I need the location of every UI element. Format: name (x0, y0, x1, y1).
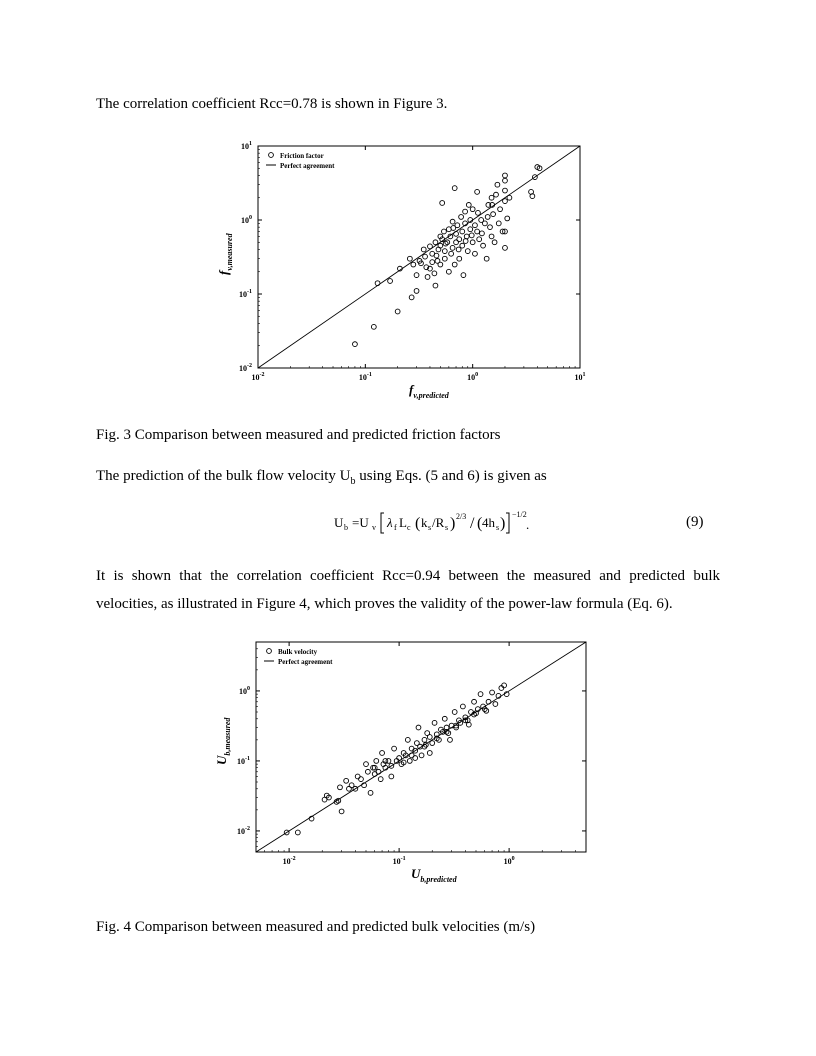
data-point (411, 262, 416, 267)
data-point (473, 251, 478, 256)
data-point (452, 262, 457, 267)
data-point (378, 777, 383, 782)
data-point (364, 762, 369, 767)
data-point (451, 226, 456, 231)
data-point (495, 182, 500, 187)
figure-4-chart (214, 634, 602, 890)
svg-text:/R: /R (432, 515, 445, 530)
data-point (430, 260, 435, 265)
y-axis-label: $U_{b,measured}$ (214, 717, 232, 765)
svg-text:(: ( (415, 515, 421, 532)
data-point (484, 256, 489, 261)
data-point (466, 202, 471, 207)
data-point (355, 774, 360, 779)
perfect-agreement-line (258, 146, 580, 368)
y-tick-label: $10^{-2}$ (237, 825, 250, 836)
data-point (344, 778, 349, 783)
svg-text:=U: =U (352, 515, 369, 530)
data-point (414, 273, 419, 278)
y-tick-label: $10^0$ (241, 215, 252, 225)
data-point (457, 256, 462, 261)
data-point (368, 790, 373, 795)
x-tick-label: $10^1$ (574, 372, 586, 382)
data-point (491, 212, 496, 217)
legend-label-line: Perfect agreement (278, 658, 333, 666)
data-point (461, 273, 466, 278)
perfect-agreement-line (256, 642, 586, 852)
prediction-text-pre: The prediction of the bulk flow velocity U (96, 468, 351, 484)
data-point (468, 227, 473, 232)
data-point (440, 201, 445, 206)
x-tick-label: $10^0$ (503, 856, 515, 866)
data-point (365, 769, 370, 774)
svg-text:): ) (500, 515, 506, 532)
svg-text:f: f (394, 523, 397, 532)
data-point (478, 692, 483, 697)
legend-label-line: Perfect agreement (280, 162, 335, 170)
svg-text:/: / (470, 515, 475, 532)
data-point (428, 244, 433, 249)
data-point (422, 737, 427, 742)
svg-text:b: b (344, 523, 348, 532)
data-point (392, 746, 397, 751)
data-point (371, 324, 376, 329)
data-point (434, 253, 439, 258)
data-point (464, 234, 469, 239)
data-point (469, 710, 474, 715)
data-point (430, 741, 435, 746)
data-point (486, 699, 491, 704)
svg-text:−1/2: −1/2 (512, 510, 527, 519)
y-tick-label: $10^{-1}$ (239, 289, 252, 299)
data-point (460, 704, 465, 709)
y-tick-label: $10^1$ (241, 141, 252, 151)
svg-text:2/3: 2/3 (456, 512, 467, 521)
data-point (380, 751, 385, 756)
data-point (448, 737, 453, 742)
data-point (460, 229, 465, 234)
data-point (489, 234, 494, 239)
data-point (339, 809, 344, 814)
correlation-paragraph: It is shown that the correlation coefficient Rcc=0.94 between the measured and predicted bulk velocities, as illustrated in Figure 4, which proves the validity of the power-law formula (Eq. 6). (96, 568, 720, 612)
data-point (416, 725, 421, 730)
prediction-paragraph (96, 467, 547, 486)
svg-text:c: c (407, 523, 411, 532)
data-point (476, 210, 481, 215)
data-point (353, 342, 358, 347)
data-point (450, 245, 455, 250)
data-point (433, 283, 438, 288)
data-point (496, 221, 501, 226)
data-point (498, 207, 503, 212)
data-point (503, 199, 508, 204)
data-point (442, 716, 447, 721)
figure-4-caption: Fig. 4 Comparison between measured and predicted bulk velocities (m/s) (96, 919, 536, 935)
equation-9 (332, 503, 532, 539)
data-point (452, 186, 457, 191)
data-point (295, 830, 300, 835)
legend-marker-circle (267, 649, 272, 654)
x-axis-label: $f_{v,predicted}$ (409, 382, 449, 400)
data-point (470, 207, 475, 212)
data-point (530, 194, 535, 199)
data-point (459, 215, 464, 220)
data-point (446, 269, 451, 274)
data-point (359, 777, 364, 782)
data-point (407, 256, 412, 261)
x-tick-label: $10^{-2}$ (282, 856, 296, 866)
data-point (470, 240, 475, 245)
data-point (421, 247, 426, 252)
data-point (338, 785, 343, 790)
prediction-text-post: using Eqs. (5 and 6) is given as (355, 468, 547, 484)
data-point (442, 256, 447, 261)
legend-label-points: Friction factor (280, 152, 324, 160)
data-point (438, 262, 443, 267)
data-point (481, 243, 486, 248)
data-point (442, 229, 447, 234)
x-tick-label: $10^{-1}$ (358, 372, 372, 382)
data-point (449, 251, 454, 256)
svg-text:.: . (526, 517, 530, 532)
data-point (432, 720, 437, 725)
data-point (492, 240, 497, 245)
data-point (488, 225, 493, 230)
data-point (405, 737, 410, 742)
data-point (457, 237, 462, 242)
data-point (413, 756, 418, 761)
data-point (425, 275, 430, 280)
svg-text:U: U (334, 515, 344, 530)
svg-text:4h: 4h (482, 515, 495, 530)
x-tick-label: $10^{-1}$ (392, 856, 406, 866)
data-point (460, 243, 465, 248)
x-axis-label: $U_{b,predicted}$ (411, 866, 457, 884)
data-point (395, 309, 400, 314)
data-point (503, 173, 508, 178)
data-point (490, 690, 495, 695)
data-point (409, 295, 414, 300)
data-point (414, 289, 419, 294)
data-point (433, 240, 438, 245)
svg-text:L: L (399, 515, 407, 530)
data-point (475, 229, 480, 234)
data-point (505, 216, 510, 221)
data-point (375, 281, 380, 286)
svg-text:s: s (428, 523, 432, 532)
y-tick-label: $10^0$ (239, 685, 250, 696)
data-point (469, 233, 474, 238)
x-tick-label: $10^{-2}$ (251, 372, 265, 382)
svg-text:(: ( (477, 515, 483, 532)
data-point (465, 249, 470, 254)
data-point (427, 735, 432, 740)
legend-marker-circle (269, 153, 274, 158)
svg-text:s: s (445, 523, 449, 532)
legend-label-points: Bulk velocity (278, 648, 318, 656)
data-point (503, 245, 508, 250)
data-point (388, 279, 393, 284)
prediction-subscript: b (350, 476, 356, 487)
data-point (473, 223, 478, 228)
data-point (503, 178, 508, 183)
data-point (456, 247, 461, 252)
data-point (477, 237, 482, 242)
data-point (463, 209, 468, 214)
svg-text:s: s (496, 523, 500, 532)
data-point (442, 249, 447, 254)
data-point (423, 254, 428, 259)
data-point (427, 751, 432, 756)
data-point (452, 710, 457, 715)
data-point (472, 699, 477, 704)
y-axis-label: $f_{v,measured}$ (216, 233, 234, 275)
data-point (489, 195, 494, 200)
data-point (454, 231, 459, 236)
y-tick-label: $10^{-2}$ (239, 363, 252, 373)
data-point (463, 239, 468, 244)
data-point (419, 753, 424, 758)
intro-paragraph: The correlation coefficient Rcc=0.78 is shown in Figure 3. (96, 96, 448, 112)
x-tick-label: $10^0$ (467, 372, 479, 382)
figure-3-chart (216, 138, 602, 400)
data-point (450, 219, 455, 224)
equation-number: (9) (686, 514, 704, 530)
data-point (494, 192, 499, 197)
svg-text:): ) (450, 515, 456, 532)
data-point (407, 759, 412, 764)
data-point (475, 189, 480, 194)
data-point (480, 231, 485, 236)
data-point (432, 271, 437, 276)
data-point (389, 774, 394, 779)
data-point (503, 188, 508, 193)
data-point (376, 769, 381, 774)
svg-text:v: v (372, 523, 376, 532)
data-point (507, 195, 512, 200)
figure-3-caption: Fig. 3 Comparison between measured and predicted friction factors (96, 427, 501, 443)
y-tick-label: $10^{-1}$ (237, 755, 250, 766)
data-point (493, 702, 498, 707)
data-point (482, 221, 487, 226)
data-point (485, 215, 490, 220)
svg-text:k: k (421, 515, 428, 530)
svg-text:λ: λ (387, 515, 393, 530)
data-point (374, 759, 379, 764)
